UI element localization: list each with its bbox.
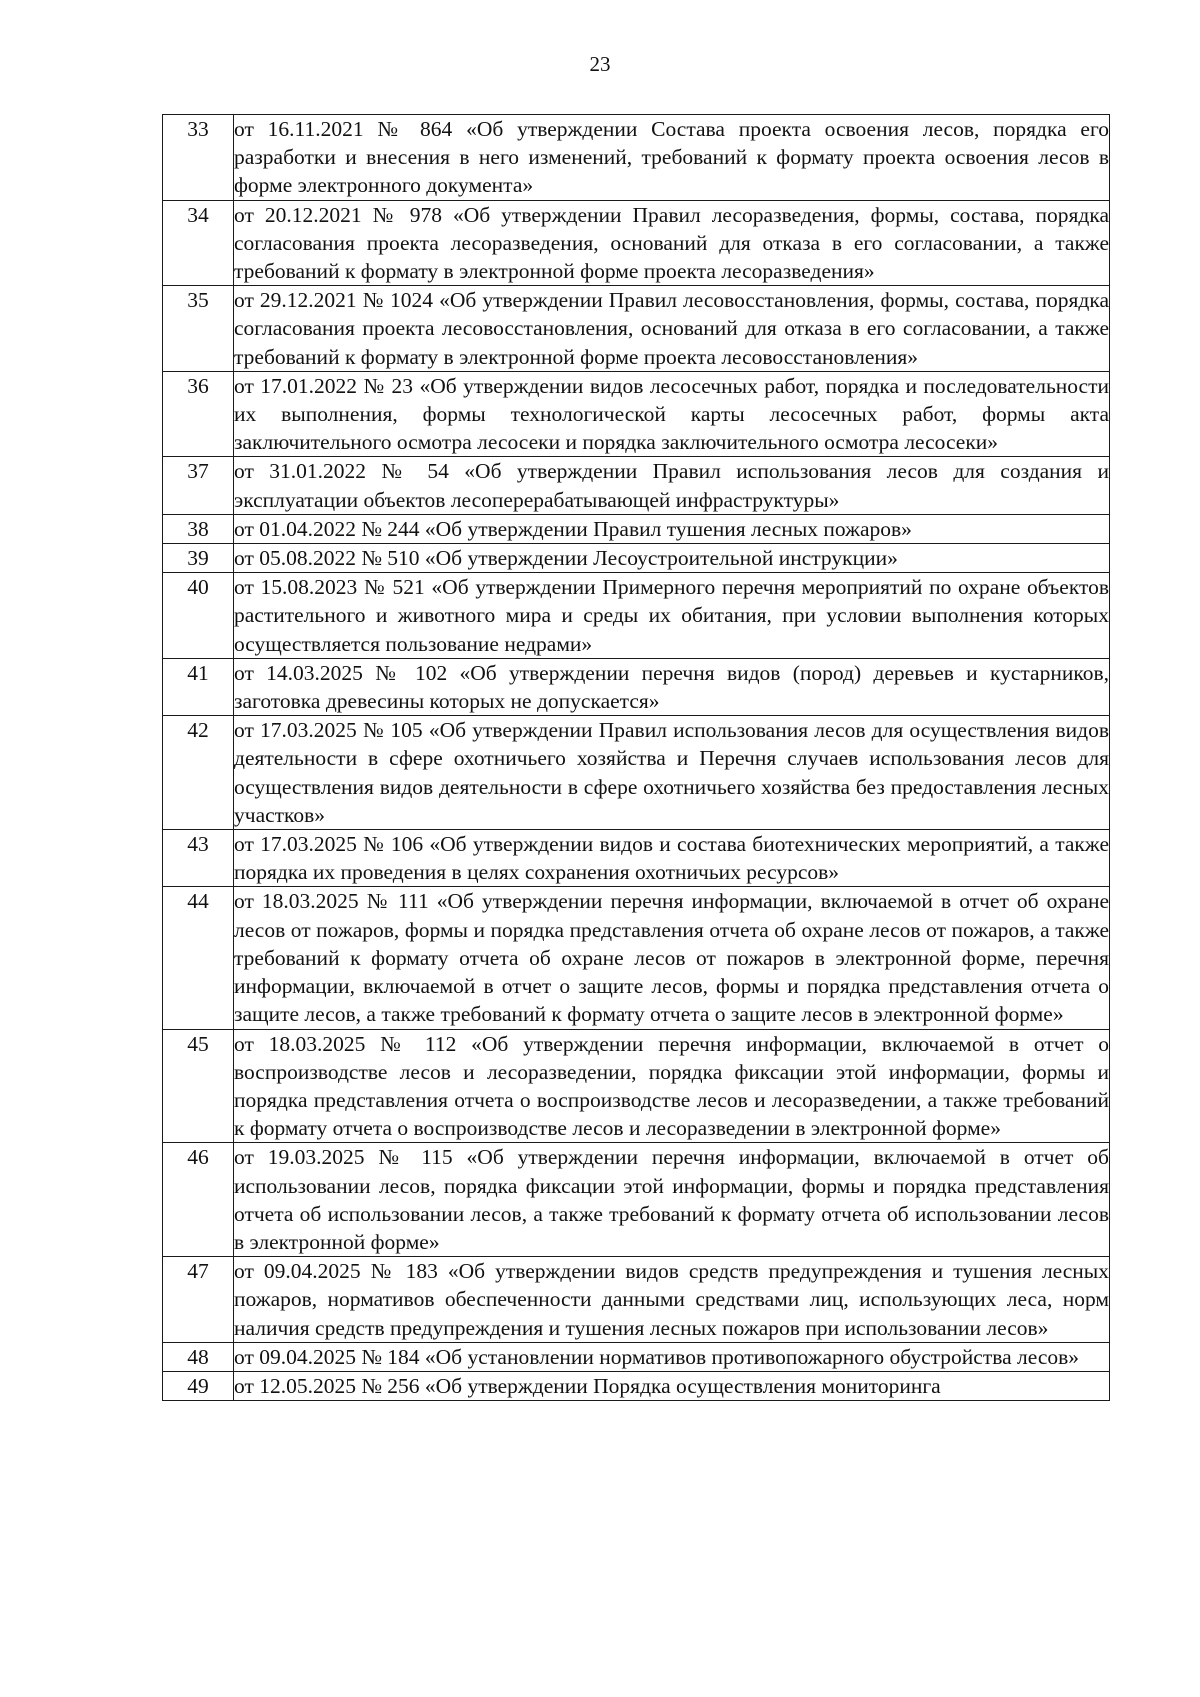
row-text: от 09.04.2025 № 183 «Об утверждении видов средств предупреждения и тушения лесных пожаров, нормативов обеспеченности данными средствами лиц, использующих леса, норм наличия средств предупреждения и тушения лесных пожаров при использовании лесов»	[234, 1257, 1110, 1343]
row-text: от 14.03.2025 № 102 «Об утверждении перечня видов (пород) деревьев и кустарников, заготовка древесины которых не допускается»	[234, 658, 1110, 715]
table-row	[163, 658, 1110, 715]
row-text: от 01.04.2022 № 244 «Об утверждении Правил тушения лесных пожаров»	[234, 514, 1110, 543]
table-row	[163, 1029, 1110, 1143]
row-text: от 17.01.2022 № 23 «Об утверждении видов лесосечных работ, порядка и последовательности их выполнения, формы технологической карты лесосечных работ, формы акта заключительного осмотра лесосеки и порядка заключительного осмотра лесосеки»	[234, 371, 1110, 457]
table-row	[163, 1143, 1110, 1257]
row-text: от 29.12.2021 № 1024 «Об утверждении Правил лесовосстановления, формы, состава, порядка согласования проекта лесовосстановления, оснований для отказа в его согласовании, а также требований к формату в электронной форме проекта лесовосстановления»	[234, 286, 1110, 372]
row-text: от 17.03.2025 № 105 «Об утверждении Правил использования лесов для осуществления видов деятельности в сфере охотничьего хозяйства и Перечня случаев использования лесов для осуществления видов деятельности в сфере охотничьего хозяйства без предоставления лесных участков»	[234, 716, 1110, 830]
row-number: 41	[163, 658, 234, 715]
row-number: 42	[163, 716, 234, 830]
row-text: от 05.08.2022 № 510 «Об утверждении Лесоустроительной инструкции»	[234, 544, 1110, 573]
row-number: 37	[163, 457, 234, 514]
table-row	[163, 457, 1110, 514]
table-row	[163, 1257, 1110, 1343]
row-text: от 17.03.2025 № 106 «Об утверждении видов и состава биотехнических мероприятий, а также порядка их проведения в целях сохранения охотничьих ресурсов»	[234, 830, 1110, 887]
row-number: 40	[163, 573, 234, 659]
regulations-table-body	[163, 115, 1110, 1401]
table-row	[163, 514, 1110, 543]
page-number: 23	[589, 52, 611, 76]
table-row	[163, 200, 1110, 286]
row-number: 47	[163, 1257, 234, 1343]
table-row	[163, 830, 1110, 887]
row-number: 44	[163, 887, 234, 1029]
table-row	[163, 371, 1110, 457]
table-row	[163, 887, 1110, 1029]
row-number: 45	[163, 1029, 234, 1143]
row-number: 39	[163, 544, 234, 573]
row-number: 48	[163, 1342, 234, 1371]
row-text: от 15.08.2023 № 521 «Об утверждении Примерного перечня мероприятий по охране объектов растительного и животного мира и среды их обитания, при условии выполнения которых осуществляется пользование недрами»	[234, 573, 1110, 659]
row-number: 33	[163, 115, 234, 201]
row-text: от 18.03.2025 № 111 «Об утверждении перечня информации, включаемой в отчет об охране лесов от пожаров, формы и порядка представления отчета об охране лесов от пожаров, а также требований к формату отчета об охране лесов от пожаров в электронной форме, перечня информации, включаемой в отчет о защите лесов, формы и порядка представления отчета о защите лесов, а также требований к формату отчета о защите лесов в электронной форме»	[234, 887, 1110, 1029]
row-text: от 31.01.2022 № 54 «Об утверждении Правил использования лесов для создания и эксплуатации объектов лесоперерабатывающей инфраструктуры»	[234, 457, 1110, 514]
table-row	[163, 573, 1110, 659]
row-text: от 19.03.2025 № 115 «Об утверждении перечня информации, включаемой в отчет об использовании лесов, порядка фиксации этой информации, формы и порядка представления отчета об использовании лесов, а также требований к формату отчета об использовании лесов в электронной форме»	[234, 1143, 1110, 1257]
row-text: от 20.12.2021 № 978 «Об утверждении Правил лесоразведения, формы, состава, порядка согласования проекта лесоразведения, оснований для отказа в его согласовании, а также требований к формату в электронной форме проекта лесоразведения»	[234, 200, 1110, 286]
table-row	[163, 544, 1110, 573]
row-text: от 12.05.2025 № 256 «Об утверждении Порядка осуществления мониторинга	[234, 1371, 1110, 1400]
row-text: от 16.11.2021 № 864 «Об утверждении Состава проекта освоения лесов, порядка его разработки и внесения в него изменений, требований к формату проекта освоения лесов в форме электронного документа»	[234, 115, 1110, 201]
table-row	[163, 115, 1110, 201]
table-row	[163, 1371, 1110, 1400]
row-number: 46	[163, 1143, 234, 1257]
row-number: 36	[163, 371, 234, 457]
row-number: 35	[163, 286, 234, 372]
row-number: 49	[163, 1371, 234, 1400]
row-number: 43	[163, 830, 234, 887]
row-number: 34	[163, 200, 234, 286]
table-row	[163, 1342, 1110, 1371]
row-text: от 18.03.2025 № 112 «Об утверждении перечня информации, включаемой в отчет о воспроизводстве лесов и лесоразведении, порядка фиксации этой информации, формы и порядка представления отчета о воспроизводстве лесов и лесоразведении, а также требований к формату отчета о воспроизводстве лесов и лесоразведении в электронной форме»	[234, 1029, 1110, 1143]
table-row	[163, 716, 1110, 830]
table-row	[163, 286, 1110, 372]
regulations-table	[162, 114, 1110, 1401]
row-number: 38	[163, 514, 234, 543]
row-text: от 09.04.2025 № 184 «Об установлении нормативов противопожарного обустройства лесов»	[234, 1342, 1110, 1371]
